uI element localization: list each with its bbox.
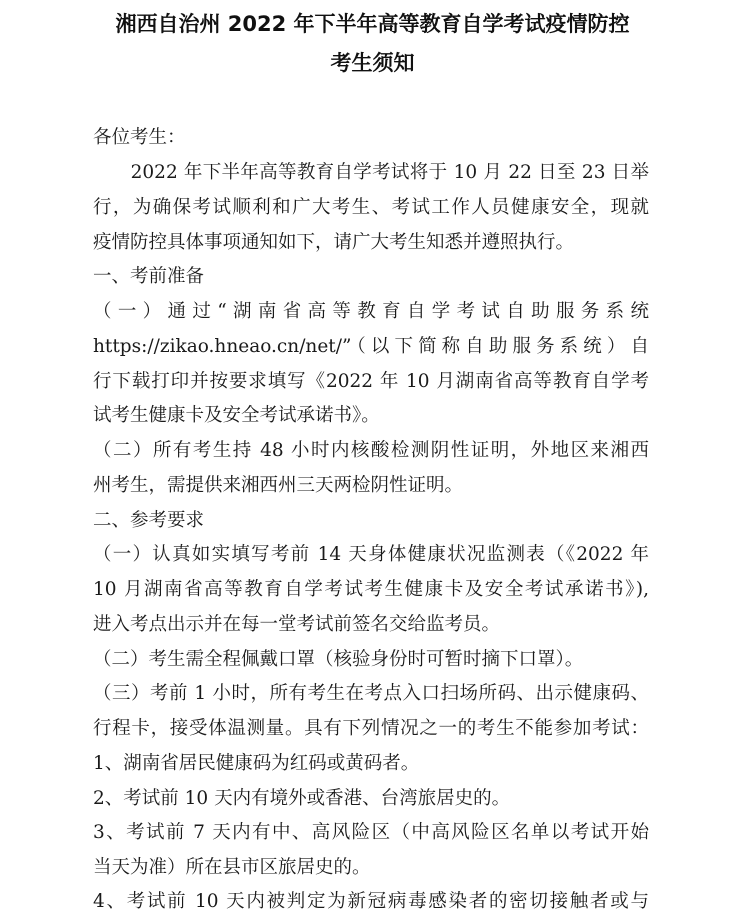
para-line: 进入考点出示并在每一堂考试前签名交给监考员。 <box>93 614 501 635</box>
para-line: （二）考生需全程佩戴口罩（核验身份时可暂时摘下口罩）。 <box>93 649 584 670</box>
intro-line-2: 行，为确保考试顺利和广大考生、考试工作人员健康安全，现就 <box>93 197 649 218</box>
section-heading-2: 二、参考要求 <box>93 510 205 531</box>
para-line: 行程卡，接受体温测量。具有下列情况之一的考生不能参加考试： <box>93 718 649 739</box>
para-line: 试考生健康卡及安全考试承诺书》。 <box>93 405 380 426</box>
title-line-2: 考生须知 <box>330 51 415 75</box>
list-item-1: 1、湖南省居民健康码为红码或黄码者。 <box>93 753 420 774</box>
para-line: （三）考前 1 小时，所有考生在考点入口扫场所码、出示健康码、 <box>93 683 649 704</box>
list-item-2: 2、考试前 10 天内有境外或香港、台湾旅居史的。 <box>93 788 511 809</box>
salutation: 各位考生： <box>93 127 186 148</box>
para-line: https://zikao.hneao.cn/net/”（以下简称自助服务系统）自 <box>93 336 649 357</box>
intro-line-3: 疫情防控具体事项通知如下，请广大考生知悉并遵照执行。 <box>93 232 575 253</box>
list-item-3-cont: 当天为准）所在县市区旅居史的。 <box>93 857 371 878</box>
title-line-1: 湘西自治州 2022 年下半年高等教育自学考试疫情防控 <box>115 12 630 36</box>
para-line: 行下载打印并按要求填写《2022 年 10 月湖南省高等教育自学考 <box>93 371 649 392</box>
para-line: （二）所有考生持 48 小时内核酸检测阴性证明，外地区来湘西 <box>93 440 649 461</box>
list-item-3: 3、考试前 7 天内有中、高风险区（中高风险区名单以考试开始 <box>93 822 649 843</box>
para-line: （一）通过“湖南省高等教育自学考试自助服务系统 <box>93 301 649 322</box>
section-heading-1: 一、考前准备 <box>93 266 205 287</box>
para-line: 州考生，需提供来湘西州三天两检阴性证明。 <box>93 475 464 496</box>
intro-line-1: 2022 年下半年高等教育自学考试将于 10 月 22 日至 23 日举 <box>93 162 649 183</box>
list-item-4: 4、考试前 10 天内被判定为新冠病毒感染者的密切接触者或与 <box>93 891 649 912</box>
para-line: 10 月湖南省高等教育自学考试考生健康卡及安全考试承诺书》), <box>93 579 649 600</box>
para-line: （一）认真如实填写考前 14 天身体健康状况监测表（《2022 年 <box>93 544 649 565</box>
